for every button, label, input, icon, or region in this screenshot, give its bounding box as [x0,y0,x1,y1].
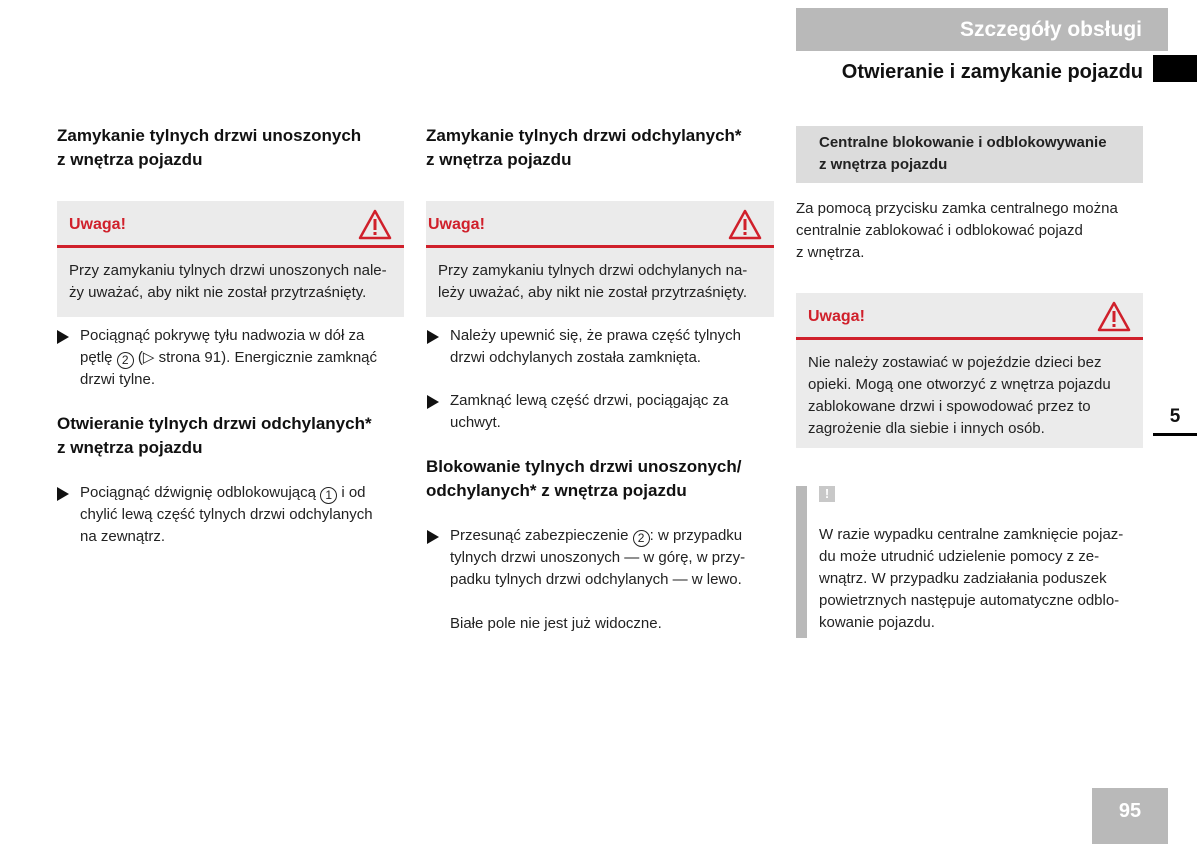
heading-line: odchylanych* z wnętrza pojazdu [426,481,687,500]
heading-line: z wnętrza pojazdu [819,156,948,173]
step-line: drzwi tylne. [80,371,156,388]
warning-line: Przy zamykaniu tylnych drzwi odchylanych na- [438,262,748,279]
section-marker [1153,55,1197,82]
col2-warning-box [426,201,774,317]
step-line: Należy upewnić się, że prawa część tylnych [450,327,741,344]
item-number-badge: 1 [320,487,337,504]
info-exclamation-icon: ! [819,486,835,502]
col3-warning-box [796,293,1143,448]
warning-triangle-icon [1097,301,1131,332]
heading-line: z wnętrza pojazdu [426,150,572,169]
step-line [450,525,777,547]
warning-text [796,340,1143,452]
warning-text [426,248,774,316]
bullet-triangle-icon [57,487,69,501]
step-line: Zamknąć lewą część drzwi, pociągając za [450,392,729,409]
warning-label: Uwaga! [428,216,485,233]
bullet-triangle-icon [57,330,69,344]
warning-line: zablokowane drzwi i spowodować przez to [808,398,1091,415]
warning-label: Uwaga! [808,308,865,325]
heading-line: Centralne blokowanie i odblokowywanie [819,134,1107,151]
warning-line: zagrożenie dla siebie i innych osób. [808,420,1045,437]
intro-line: Za pomocą przycisku zamka centralnego można [796,200,1118,217]
col1-heading-1 [57,124,397,172]
col3-intro [796,198,1151,264]
warning-line: Nie należy zostawiać w pojeździe dzieci bez [808,354,1102,371]
item-number-badge: 2 [117,352,134,369]
section-title: Otwieranie i zamykanie pojazdu [841,61,1143,83]
info-line: W razie wypadku centralne zamknięcie pojaz- [819,526,1124,543]
intro-line: z wnętrza. [796,244,865,261]
heading-line: Blokowanie tylnych drzwi unoszonych/ [426,457,742,476]
step-line: drzwi odchylanych została zamknięta. [450,349,701,366]
step-line [80,347,407,369]
info-note-bar [796,486,807,638]
chapter-tab: 5 [1153,400,1197,434]
warning-triangle-icon [728,209,762,240]
step-text: : w przypadku [649,527,743,544]
info-line: kowanie pojazdu. [819,614,935,631]
step-line: na zewnątrz. [80,528,166,545]
col2-step-3 [427,525,777,591]
page-number-tab [1092,788,1168,844]
info-line: wnątrz. W przypadku zadziałania poduszek [819,570,1107,587]
step-line: padku tylnych drzwi odchylanych — w lewo. [450,571,742,588]
warning-header [426,201,774,248]
bullet-triangle-icon [427,395,439,409]
warning-text [57,248,404,316]
col1-step-2 [57,482,407,548]
heading-line: Zamykanie tylnych drzwi unoszonych [57,126,362,145]
heading-line: Zamykanie tylnych drzwi odchylanych* [426,126,742,145]
step-text: Pociągnąć dźwignię odblokowującą [80,484,321,501]
step-text: pętlę [80,349,117,366]
heading-line: Otwieranie tylnych drzwi odchylanych* [57,414,372,433]
warning-line: Przy zamykaniu tylnych drzwi unoszonych nale- [69,262,387,279]
page-number: 95 [1118,800,1142,822]
heading-line: z wnętrza pojazdu [57,438,203,457]
bullet-triangle-icon [427,330,439,344]
col2-step-1 [427,325,777,369]
col2-heading-2 [426,455,781,503]
step-text: Przesunąć zabezpieczenie [450,527,633,544]
col1-heading-2 [57,412,407,460]
warning-line: opieki. Mogą one otworzyć z wnętrza pojazdu [808,376,1111,393]
step-line: tylnych drzwi unoszonych — w górę, w przy- [450,549,746,566]
col2-step-2 [427,390,777,434]
step-line [80,482,407,504]
heading-line: z wnętrza pojazdu [57,150,203,169]
step-line: Pociągnąć pokrywę tyłu nadwozia w dół za [80,327,365,344]
warning-header [796,293,1143,340]
intro-line: centralnie zablokować i odblokować pojazd [796,222,1083,239]
bullet-triangle-icon [427,530,439,544]
warning-line: leży uważać, aby nikt nie został przytrzaśnięty. [438,284,748,301]
col1-step-1 [57,325,407,391]
step-text: i od [337,484,366,501]
col3-info-text [819,524,1149,634]
col1-warning-box [57,201,404,317]
warning-header [57,201,404,248]
step-line: uchwyt. [450,414,501,431]
header-category-bar [796,8,1168,51]
header-category: Szczegóły obsługi [959,17,1142,41]
warning-label: Uwaga! [69,216,126,233]
step-text: (▷ strona 91). Energicznie zamknąć [133,349,378,366]
warning-triangle-icon [358,209,392,240]
chapter-tab-underline [1153,433,1197,436]
col3-heading-box [796,126,1143,183]
item-number-badge: 2 [633,530,650,547]
col2-heading-1 [426,124,776,172]
info-line: du może utrudnić udzielenie pomocy z ze- [819,548,1100,565]
info-line: powietrznych następuje automatyczne odblo- [819,592,1120,609]
warning-line: ży uważać, aby nikt nie został przytrzaśnięty. [69,284,367,301]
step-line: chylić lewą część tylnych drzwi odchylanych [80,506,373,523]
col2-result-note: Białe pole nie jest już widoczne. [450,615,662,632]
